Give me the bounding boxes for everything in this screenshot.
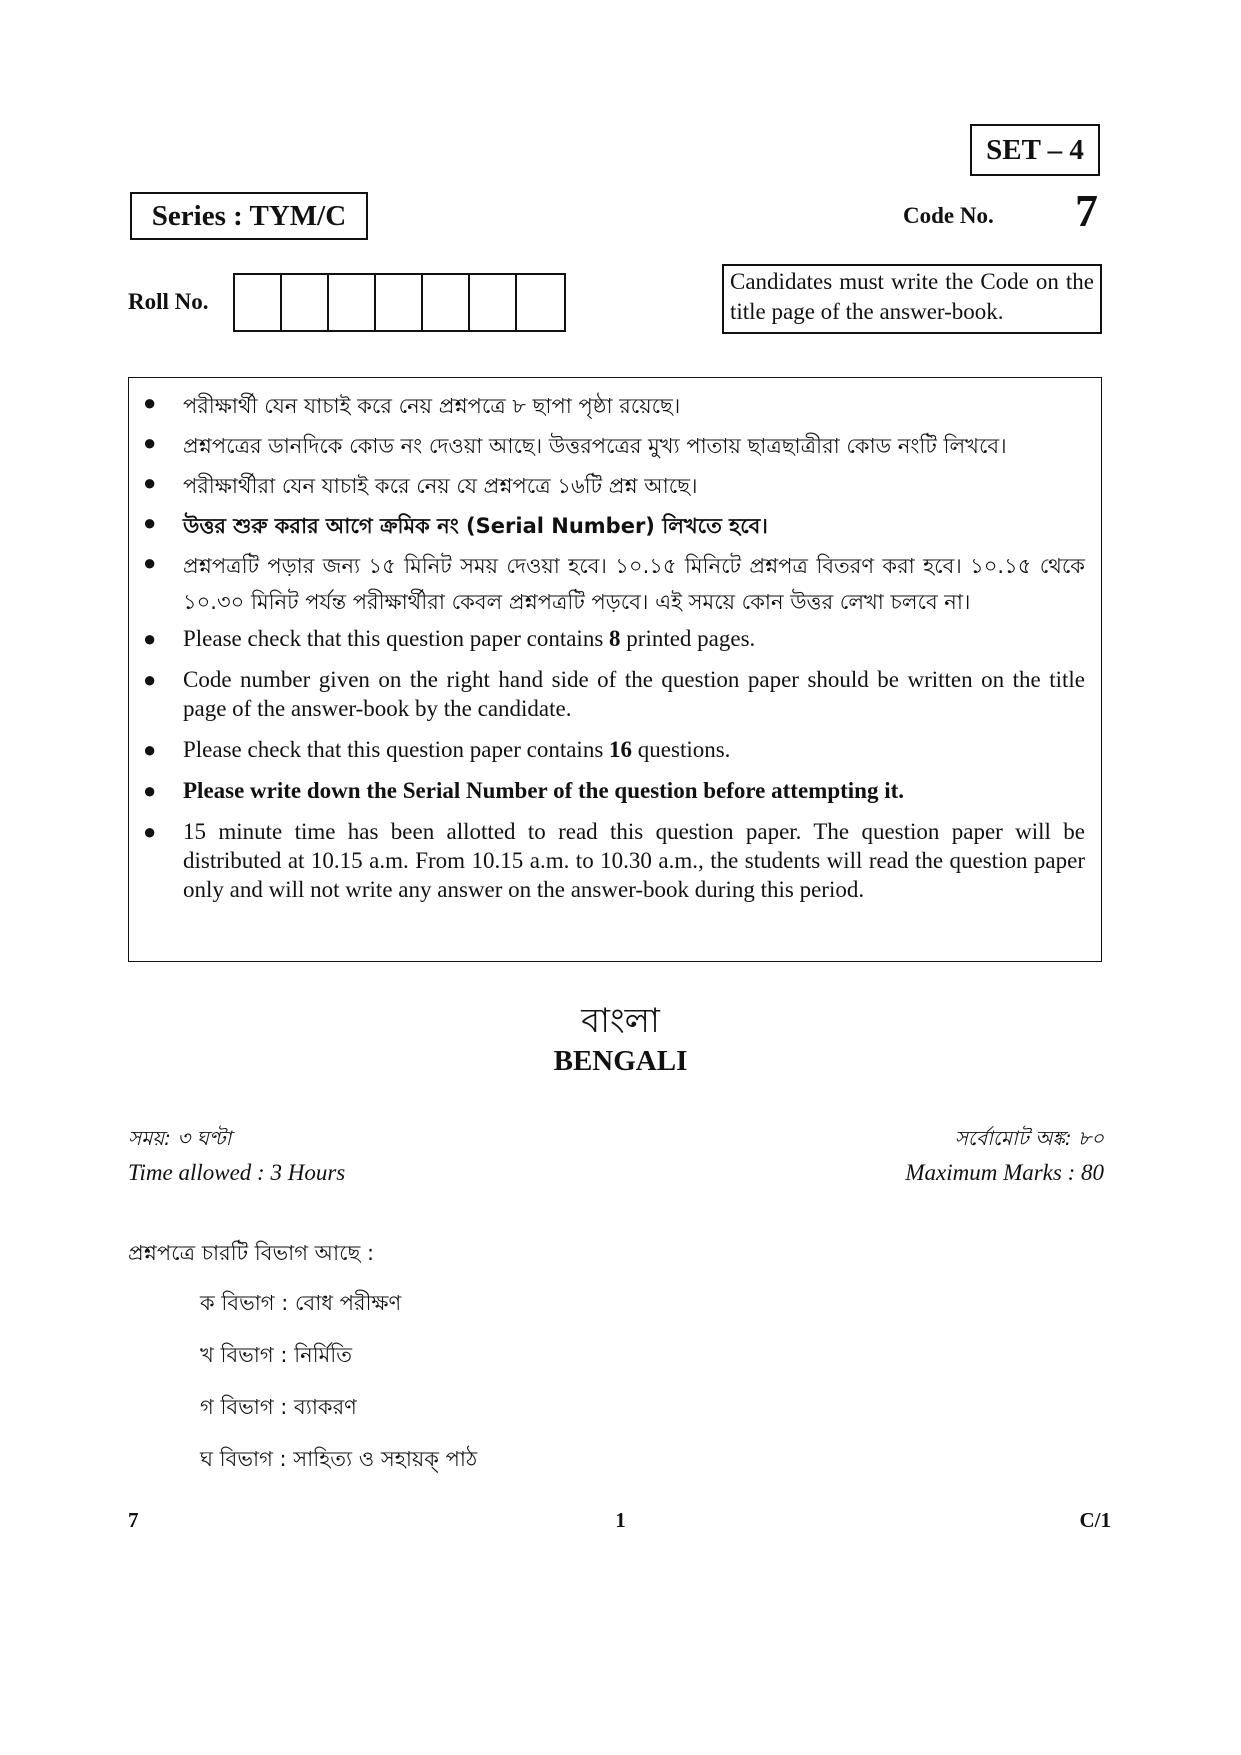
code-number: 7 [1075, 185, 1098, 236]
sections-list [200, 1285, 477, 1493]
footer-ref: C/1 [1079, 1508, 1111, 1532]
bullet-icon: ● [143, 550, 157, 575]
instructions-box [128, 377, 1102, 962]
set-number-box: SET – 4 [970, 124, 1100, 176]
bullet-icon: ● [143, 430, 157, 455]
instruction-text: Please check that this question paper contains 8 printed pages. [183, 626, 756, 651]
series-box: Series : TYM/C [130, 192, 368, 240]
subject-title-english: BENGALI [553, 1045, 688, 1077]
bullet-icon: ● [143, 626, 157, 651]
bullet-icon: ● [143, 390, 157, 415]
instruction-item-english [143, 776, 1085, 805]
roll-label: Roll No. [128, 289, 209, 314]
instruction-text: প্রশ্নপত্রের ডানদিকে কোড নং দেওয়া আছে। উত্তরপত্রের মুখ্য পাতায় ছাত্রছাত্রীরা কোড নংটি লিখবে। [183, 434, 1007, 458]
instruction-item-english [143, 817, 1085, 904]
instruction-item-bengali [143, 508, 1085, 544]
bullet-icon: ● [143, 778, 157, 803]
roll-digit-box [235, 275, 282, 330]
bullet-icon: ● [143, 737, 157, 762]
section-item: ঘ বিভাগ : সাহিত্য ও সহায়ক্ পাঠ [200, 1447, 478, 1471]
code-label: Code No. [903, 203, 994, 228]
section-item: গ বিভাগ : ব্যাকরণ [200, 1395, 357, 1419]
section-item: খ বিভাগ : নির্মিতি [200, 1343, 353, 1367]
bullet-icon: ● [143, 819, 157, 844]
subject-title-bengali: বাংলা [581, 1001, 660, 1041]
instruction-text: পরীক্ষার্থীরা যেন যাচাই করে নেয় যে প্রশ্নপত্রে ১৬টি প্রশ্ন আছে। [183, 474, 698, 498]
sections-intro: প্রশ্নপত্রে চারটি বিভাগ আছে : [128, 1241, 375, 1265]
roll-digit-box [470, 275, 517, 330]
time-allowed-bengali: সময়: ৩ ঘণ্টা [128, 1126, 232, 1150]
bullet-icon: ● [143, 667, 157, 692]
instruction-item-bengali [143, 388, 1085, 424]
instruction-item-bengali [143, 468, 1085, 504]
roll-number-boxes [233, 273, 566, 332]
instruction-text: উত্তর শুরু করার আগে ক্রমিক নং (Serial Number) লিখতে হবে। [183, 514, 768, 538]
instruction-text: 15 minute time has been allotted to read this question paper. The question paper will be distributed at 10.15 a.m. From 10.15 a.m. to 10.30 a.m., the students will read the question paper only and will not write any answer on the answer-book during this period. [183, 819, 1085, 902]
instruction-item-bengali [143, 548, 1085, 620]
instruction-item-english [143, 624, 1085, 653]
instruction-item-english [143, 665, 1085, 723]
roll-digit-box [376, 275, 423, 330]
max-marks-bengali: সর্বোমোট অঙ্ক: ৮০ [954, 1126, 1104, 1150]
time-allowed-english: Time allowed : 3 Hours [128, 1160, 346, 1185]
candidate-note-box: Candidates must write the Code on the title page of the answer-book. [722, 264, 1102, 334]
footer-code: 7 [128, 1508, 139, 1532]
bullet-icon: ● [143, 470, 157, 495]
roll-digit-box [517, 275, 564, 330]
instructions-list [143, 388, 1085, 904]
instruction-text: Code number given on the right hand side of the question paper should be written on the title page of the answer-book by the candidate. [183, 667, 1085, 721]
instruction-item-english [143, 735, 1085, 764]
section-item: ক বিভাগ : বোধ পরীক্ষণ [200, 1291, 402, 1315]
roll-digit-box [329, 275, 376, 330]
bullet-icon: ● [143, 510, 157, 535]
instruction-text: পরীক্ষার্থী যেন যাচাই করে নেয় প্রশ্নপত্রে ৮ ছাপা পৃষ্ঠা রয়েছে। [183, 394, 681, 418]
page-number: 1 [615, 1508, 626, 1532]
roll-digit-box [423, 275, 470, 330]
instruction-text: প্রশ্নপত্রটি পড়ার জন্য ১৫ মিনিট সময় দেওয়া হবে। ১০.১৫ মিনিটে প্রশ্নপত্র বিতরণ করা হবে। ১০.১৫ থেকে ১০.৩০ মিনিট পর্যন্ত পরীক্ষার্থীরা কেবল প্রশ্নপত্রটি পড়বে। এই সময়ে কোন উত্তর লেখা চলবে না। [183, 554, 1085, 614]
instruction-text: Please check that this question paper contains 16 questions. [183, 737, 731, 762]
max-marks-english: Maximum Marks : 80 [905, 1160, 1104, 1185]
roll-digit-box [282, 275, 329, 330]
instruction-item-bengali [143, 428, 1085, 464]
instruction-text: Please write down the Serial Number of the question before attempting it. [183, 778, 905, 803]
